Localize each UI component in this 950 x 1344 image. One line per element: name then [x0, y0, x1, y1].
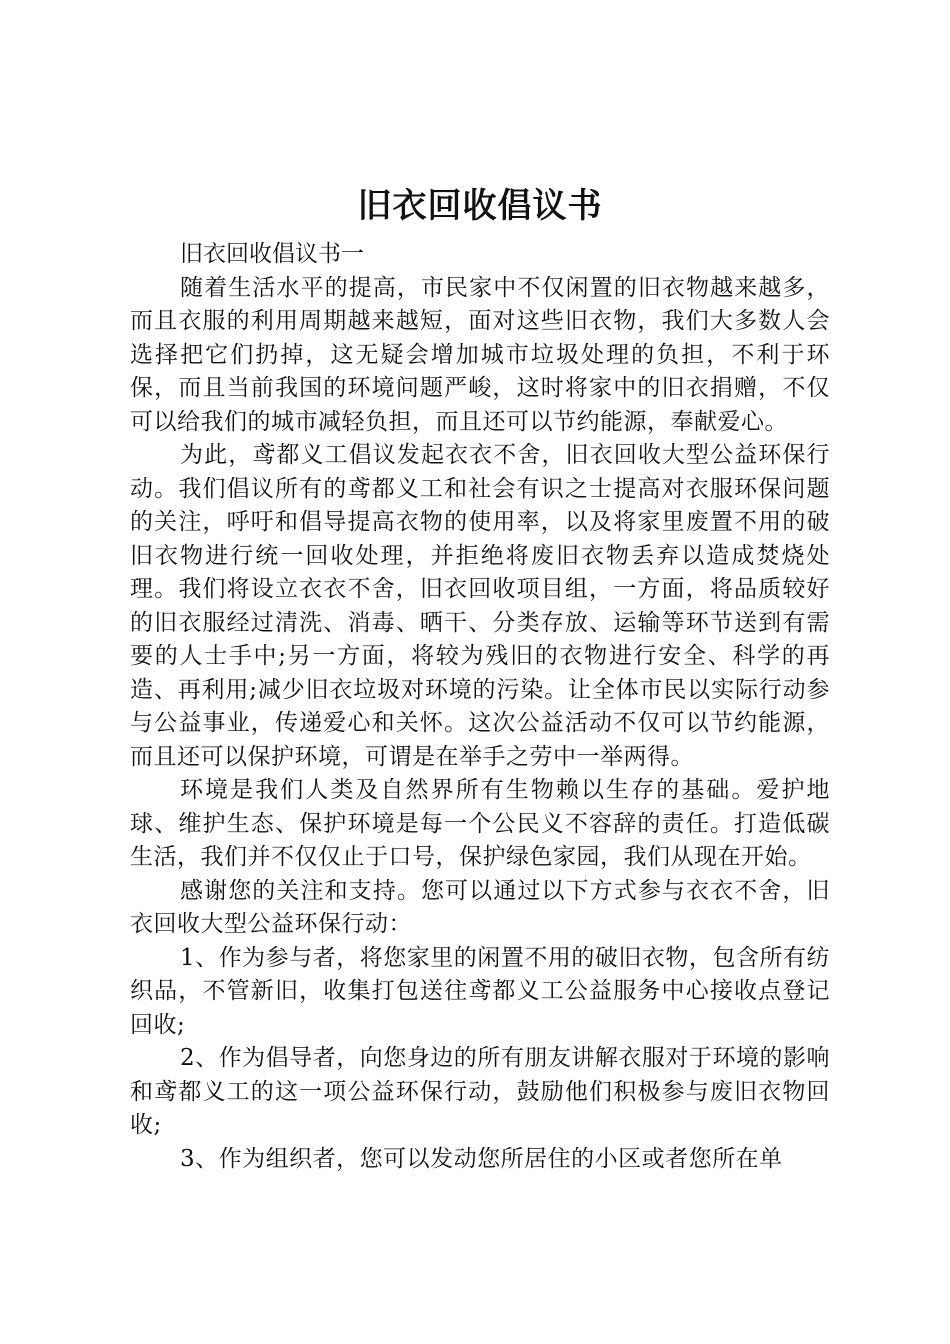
document-subtitle: 旧衣回收倡议书一 — [180, 241, 364, 267]
paragraph-environment: 环境是我们人类及自然界所有生物赖以生存的基础。爱护地球、维护生态、保护环境是每一个公民义不容辞的责任。打造低碳生活，我们并不仅仅止于口号，保护绿色家园，我们从现在开始。 — [130, 777, 830, 870]
paragraph-initiative: 为此，鸢都义工倡议发起衣衣不舍，旧衣回收大型公益环保行动。我们倡议所有的鸢都义工和社会有识之士提高对衣服环保问题的关注，呼吁和倡导提高衣物的使用率，以及将家里废置不用的破旧衣物进行统一回收处理，并拒绝将废旧衣物丢弃以造成焚烧处理。我们将设立衣衣不舍，旧衣回收项目组，一方面，将品质较好的旧衣服经过清洗、消毒、晒干、分类存放、运输等环节送到有需要的人士手中;另一方面，将较为残旧的衣物进行安全、科学的再造、再利用;减少旧衣垃圾对环境的污染。让全体市民以实际行动参与公益事业，传递爱心和关怀。这次公益活动不仅可以节约能源，而且还可以保护环境，可谓是在举手之劳中一举两得。 — [130, 442, 830, 770]
list-item-organizer: 3、作为组织者，您可以发动您所居住的小区或者您所在单 — [180, 1145, 783, 1172]
paragraph-thanks: 感谢您的关注和支持。您可以通过以下方式参与衣衣不舍，旧衣回收大型公益环保行动： — [130, 877, 830, 937]
list-item-participant: 1、作为参与者，将您家里的闲置不用的破旧衣物，包含所有纺织品，不管新旧，收集打包送往鸢都义工公益服务中心接收点登记回收; — [130, 944, 830, 1038]
document-title: 旧衣回收倡议书 — [357, 186, 603, 226]
document-page — [130, 180, 830, 1176]
list-item-advocate: 2、作为倡导者，向您身边的所有朋友讲解衣服对于环境的影响和鸢都义工的这一项公益环保行动，鼓励他们积极参与废旧衣物回收; — [130, 1045, 830, 1138]
paragraph-intro: 随着生活水平的提高，市民家中不仅闲置的旧衣物越来越多，而且衣服的利用周期越来越短，面对这些旧衣物，我们大多数人会选择把它们扔掉，这无疑会增加城市垃圾处理的负担，不利于环保，而且当前我国的环境问题严峻，这时将家中的旧衣捐赠，不仅可以给我们的城市减轻负担，而且还可以节约能源，奉献爱心。 — [130, 274, 830, 435]
